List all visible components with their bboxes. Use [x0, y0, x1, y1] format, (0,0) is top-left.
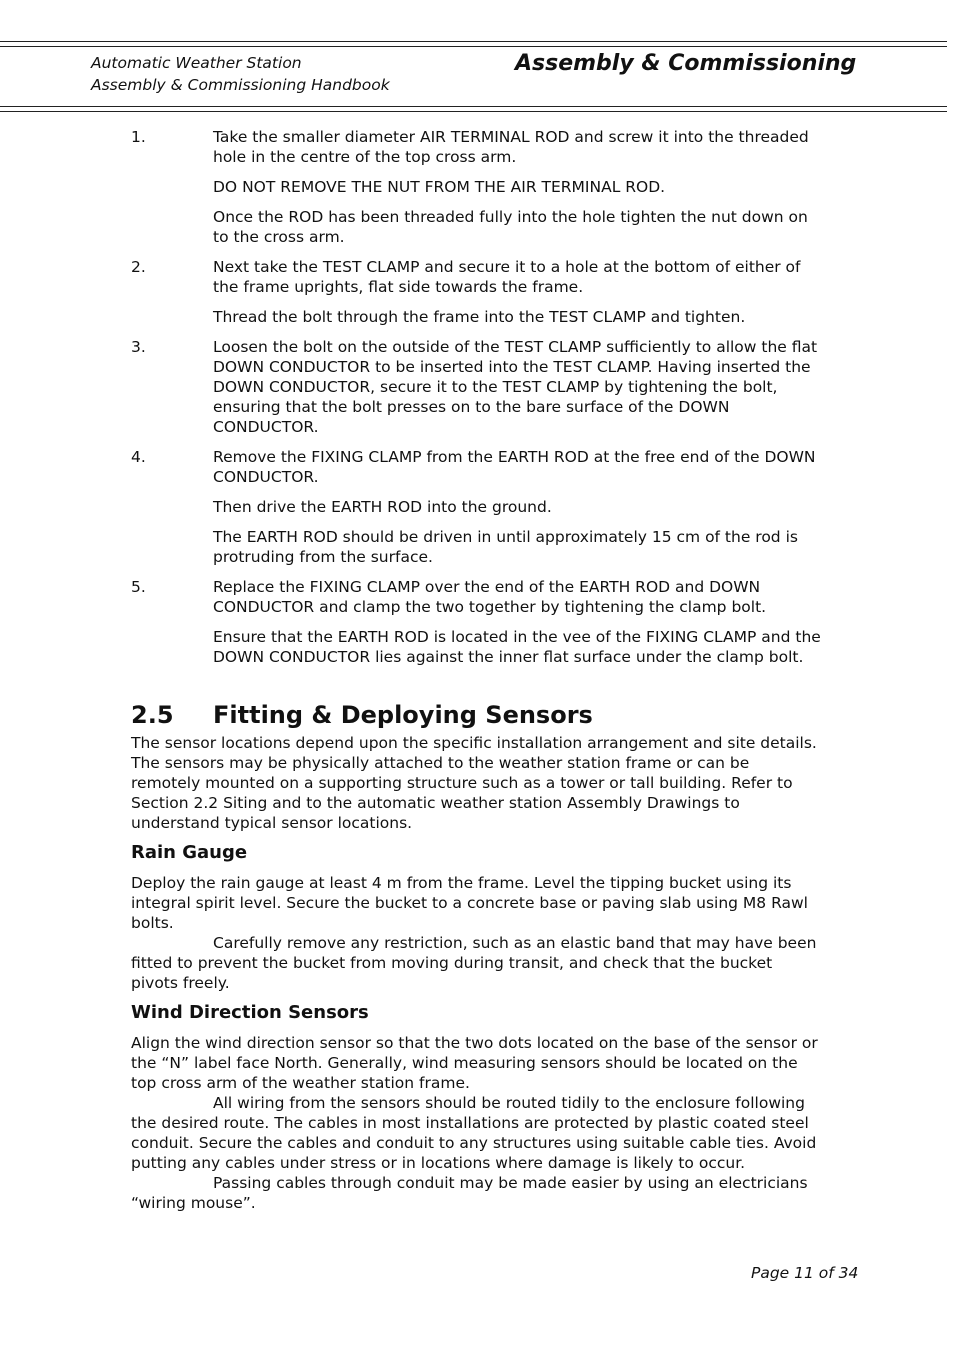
rain-gauge-heading: Rain Gauge — [131, 842, 248, 863]
wind-direction-heading: Wind Direction Sensors — [131, 1002, 369, 1023]
step-item — [131, 447, 821, 567]
step-paragraph: Thread the bolt through the frame into the TEST CLAMP and tighten. — [213, 308, 746, 326]
step-paragraph: Next take the TEST CLAMP and secure it to a hole at the bottom of either of the frame uprights, flat side towards the frame. — [213, 258, 801, 296]
step-paragraph: Take the smaller diameter AIR TERMINAL ROD and screw it into the threaded hole in the centre of the top cross arm. — [213, 128, 809, 166]
header-rule-bottom-2 — [0, 111, 947, 112]
section-fitting-sensors — [131, 700, 821, 1213]
step-item — [131, 257, 821, 327]
section-intro: The sensor locations depend upon the specific installation arrangement and site details. The sensors may be physically attached to the weather station frame or can be remotely mounted on a supporting structure such as a tower or tall building. Refer to Section 2.2 Siting and to the automatic weather station Assembly Drawings to understand typical sensor locations. — [131, 734, 817, 832]
step-paragraph: Replace the FIXING CLAMP over the end of the EARTH ROD and DOWN CONDUCTOR and clamp the two together by tightening the clamp bolt. — [213, 578, 767, 616]
header-line-1: Automatic Weather Station — [91, 54, 302, 72]
step-paragraph: DO NOT REMOVE THE NUT FROM THE AIR TERMINAL ROD. — [213, 178, 666, 196]
step-paragraph: Remove the FIXING CLAMP from the EARTH ROD at the free end of the DOWN CONDUCTOR. — [213, 448, 816, 486]
step-paragraph: Once the ROD has been threaded fully into the hole tighten the nut down on to the cross arm. — [213, 208, 808, 246]
chapter-title: Assembly & Commissioning — [515, 51, 857, 76]
step-paragraph: Loosen the bolt on the outside of the TEST CLAMP sufficiently to allow the flat DOWN CONDUCTOR to be inserted into the TEST CLAMP. Having inserted the DOWN CONDUCTOR, secure it to the TEST CLAMP by tightening the bolt, ensuring that the bolt presses on to the bare surface of the DOWN CONDUCTOR. — [213, 338, 818, 436]
step-item — [131, 127, 821, 247]
step-item — [131, 337, 821, 437]
section-title: Fitting & Deploying Sensors — [213, 701, 593, 729]
step-paragraph: Ensure that the EARTH ROD is located in the vee of the FIXING CLAMP and the DOWN CONDUCTOR lies against the inner flat surface under the clamp bolt. — [213, 628, 821, 666]
step-number: 2. — [131, 258, 146, 276]
wind-direction-paragraph: Passing cables through conduit may be made easier by using an electricians “wiring mouse”. — [131, 1174, 808, 1212]
section-number: 2.5 — [131, 701, 174, 729]
header-rule-bottom-1 — [0, 106, 947, 107]
step-number: 3. — [131, 338, 146, 356]
step-paragraph: Then drive the EARTH ROD into the ground. — [213, 498, 552, 516]
section-heading — [131, 700, 821, 730]
rain-gauge-paragraph: Carefully remove any restriction, such as an elastic band that may have been fitted to prevent the bucket from moving during transit, and check that the bucket pivots freely. — [131, 934, 817, 992]
document-subtitle — [91, 52, 390, 96]
rain-gauge-paragraph: Deploy the rain gauge at least 4 m from the frame. Level the tipping bucket using its integral spirit level. Secure the bucket to a concrete base or paving slab using M8 Rawl bolts. — [131, 874, 808, 932]
step-item — [131, 577, 821, 667]
header-rule-top-1 — [0, 41, 947, 42]
header-rule-top-2 — [0, 46, 947, 47]
header-line-2: Assembly & Commissioning Handbook — [91, 76, 390, 94]
step-number: 5. — [131, 578, 146, 596]
step-paragraph: The EARTH ROD should be driven in until approximately 15 cm of the rod is protruding from the surface. — [213, 528, 798, 566]
step-number: 4. — [131, 448, 146, 466]
assembly-steps — [131, 127, 821, 677]
wind-direction-paragraph: Align the wind direction sensor so that the two dots located on the base of the sensor or the “N” label face North. Generally, wind measuring sensors should be located on the top cross arm of the weather station frame. — [131, 1034, 818, 1092]
page-number: Page 11 of 34 — [751, 1264, 859, 1282]
step-number: 1. — [131, 128, 146, 146]
wind-direction-paragraph: All wiring from the sensors should be routed tidily to the enclosure following the desired route. The cables in most installations are protected by plastic coated steel conduit. Secure the cables and conduit to any structures using suitable cable ties. Avoid putting any cables under stress or in locations where damage is likely to occur. — [131, 1094, 817, 1172]
